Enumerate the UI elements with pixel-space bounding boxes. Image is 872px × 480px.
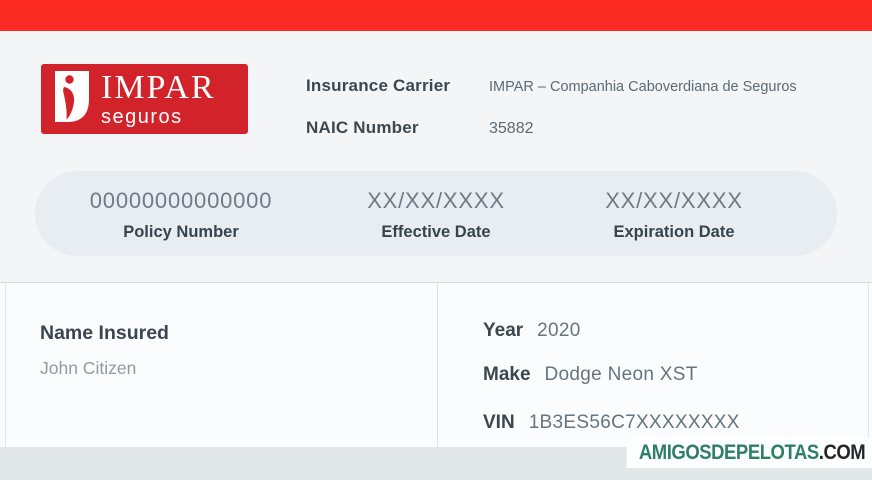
- policy-number-value: 00000000000000: [89, 188, 273, 213]
- vin-label: VIN: [483, 412, 515, 433]
- vehicle-vin-row: [483, 412, 740, 434]
- year-value: 2020: [537, 320, 581, 341]
- policy-number-label: Policy Number: [123, 223, 239, 241]
- watermark-tld: .COM: [818, 440, 865, 464]
- policy-number-field: [61, 188, 301, 242]
- expiration-date-label: Expiration Date: [613, 223, 735, 241]
- vertical-divider: [437, 283, 438, 447]
- name-insured-label: Name Insured: [40, 322, 169, 344]
- effective-date-value: XX/XX/XXXX: [367, 188, 505, 213]
- naic-row: [306, 118, 534, 138]
- impar-flame-icon: [55, 71, 91, 128]
- logo-subtitle: seguros: [101, 106, 183, 128]
- year-label: Year: [483, 320, 524, 341]
- vehicle-year-row: [483, 320, 581, 342]
- naic-value: 35882: [489, 120, 534, 137]
- name-insured-value: John Citizen: [40, 358, 137, 378]
- effective-date-field: [316, 188, 556, 242]
- naic-label: NAIC Number: [306, 118, 419, 137]
- impar-logo: [41, 64, 248, 134]
- top-red-band: [0, 0, 872, 31]
- card-right-edge: [868, 283, 869, 447]
- logo-name: IMPAR: [101, 69, 216, 106]
- carrier-value: IMPAR – Companhia Caboverdiana de Seguros: [489, 79, 797, 95]
- expiration-date-field: [554, 188, 794, 242]
- site-watermark: [626, 437, 872, 468]
- make-value: Dodge Neon XST: [544, 364, 698, 385]
- watermark-site: AMIGOSDEPELOTAS: [638, 440, 819, 464]
- expiration-date-value: XX/XX/XXXX: [605, 188, 743, 213]
- make-label: Make: [483, 364, 531, 385]
- card-left-edge: [5, 283, 6, 447]
- logo-text: [101, 71, 216, 127]
- carrier-row: [306, 76, 797, 96]
- vin-value: 1B3ES56C7XXXXXXXX: [528, 412, 740, 433]
- effective-date-label: Effective Date: [381, 223, 491, 241]
- vehicle-make-row: [483, 364, 698, 386]
- carrier-label: Insurance Carrier: [306, 76, 451, 95]
